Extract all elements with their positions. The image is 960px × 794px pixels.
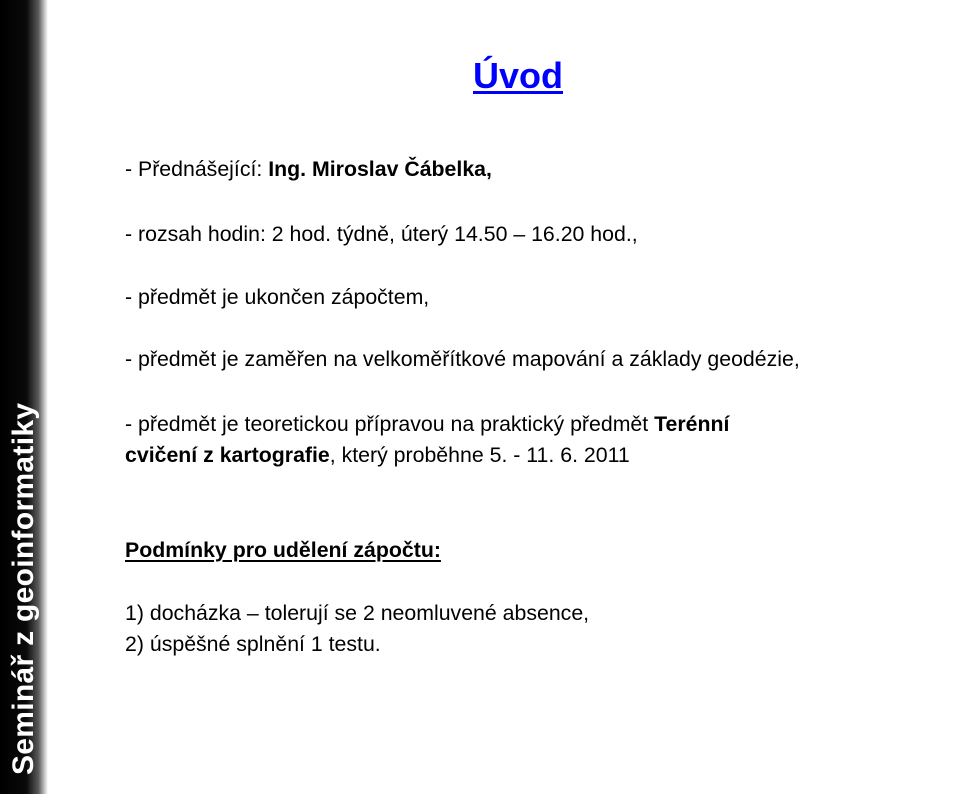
slide-title: Úvod xyxy=(473,55,563,96)
sidebar-label: Seminář z geoinformatiky xyxy=(7,402,40,775)
preparation-line-1 xyxy=(125,410,729,438)
condition-item-2: 2) úspěšné splnění 1 testu. xyxy=(125,632,381,656)
conditions-heading: Podmínky pro udělení zápočtu: xyxy=(125,538,441,562)
preparation-course-part1: Terénní xyxy=(654,412,730,436)
focus-line: - předmět je zaměřen na velkoměřítkové mapování a základy geodézie, xyxy=(125,347,800,371)
completion-line: - předmět je ukončen zápočtem, xyxy=(125,285,430,309)
lecturer-prefix: - Přednášející: xyxy=(125,157,269,181)
hours-line: - rozsah hodin: 2 hod. týdně, úterý 14.50 – 16.20 hod., xyxy=(125,222,638,246)
sidebar-band xyxy=(0,0,48,794)
preparation-suffix: , který proběhne 5. - 11. 6. 2011 xyxy=(329,443,630,467)
preparation-prefix: - předmět je teoretickou přípravou na praktický předmět xyxy=(125,412,655,436)
preparation-line-2 xyxy=(125,441,630,469)
preparation-course-part2: cvičení z kartografie xyxy=(125,443,330,467)
lecturer-line xyxy=(125,155,492,183)
condition-item-1: 1) docházka – tolerují se 2 neomluvené absence, xyxy=(125,601,590,625)
lecturer-name: Ing. Miroslav Čábelka, xyxy=(268,157,492,181)
